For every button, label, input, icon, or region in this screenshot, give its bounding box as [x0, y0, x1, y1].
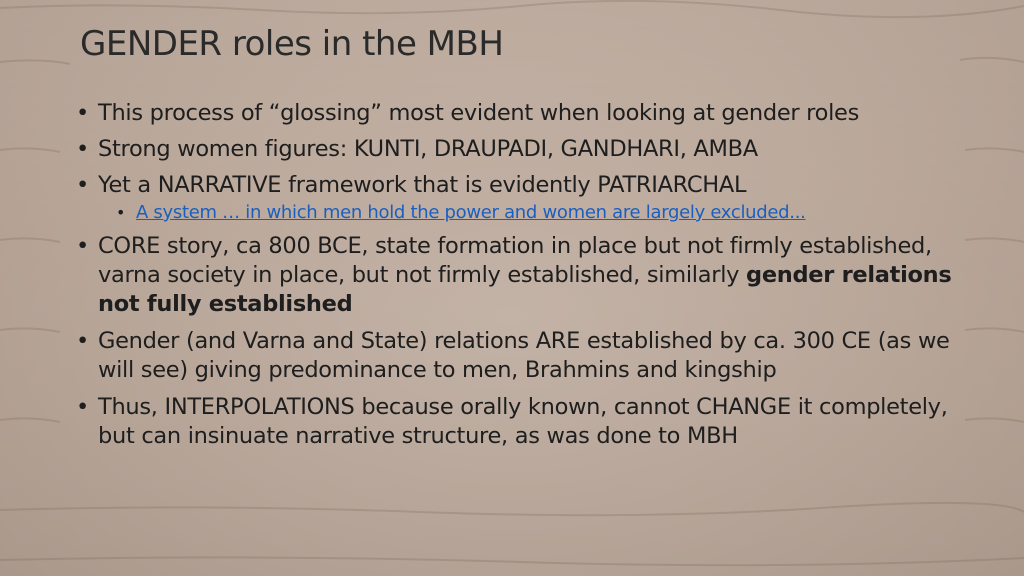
bullet-bold-text: gender relations not fully established	[98, 262, 952, 317]
bullet-item	[76, 327, 966, 385]
patriarchy-definition-link[interactable]: A system … in which men hold the power and women are largely excluded...	[136, 202, 806, 223]
sub-bullet-marker: •	[116, 203, 126, 222]
bullet-item	[76, 135, 966, 164]
bullet-text: Strong women figures: KUNTI, DRAUPADI, GANDHARI, AMBA	[98, 136, 758, 162]
bullet-item	[76, 393, 966, 451]
sub-bullet-item	[76, 202, 966, 224]
slide-title: GENDER roles in the MBH	[80, 24, 504, 64]
bullet-text: CORE story, ca 800 BCE, state formation in place but not firmly established, varna society in place, but not firmly established, similarly	[98, 233, 932, 288]
bullet-text: Gender (and Varna and State) relations ARE established by ca. 300 CE (as we will see) giving predominance to men, Brahmins and kingship	[98, 328, 950, 383]
bullet-text: Thus, INTERPOLATIONS because orally known, cannot CHANGE it completely, but can insinuate narrative structure, as was done to MBH	[98, 394, 948, 449]
bullet-marker: •	[76, 328, 89, 354]
bullet-list	[76, 99, 966, 459]
bullet-marker: •	[76, 100, 89, 126]
bullet-marker: •	[76, 233, 89, 259]
bullet-marker: •	[76, 172, 89, 198]
bullet-text: Yet a NARRATIVE framework that is evidently PATRIARCHAL	[98, 172, 747, 198]
bullet-text: This process of “glossing” most evident when looking at gender roles	[98, 100, 860, 126]
bullet-marker: •	[76, 136, 89, 162]
bullet-item	[76, 232, 966, 319]
bullet-marker: •	[76, 394, 89, 420]
bullet-item	[76, 171, 966, 200]
bullet-item	[76, 99, 966, 128]
